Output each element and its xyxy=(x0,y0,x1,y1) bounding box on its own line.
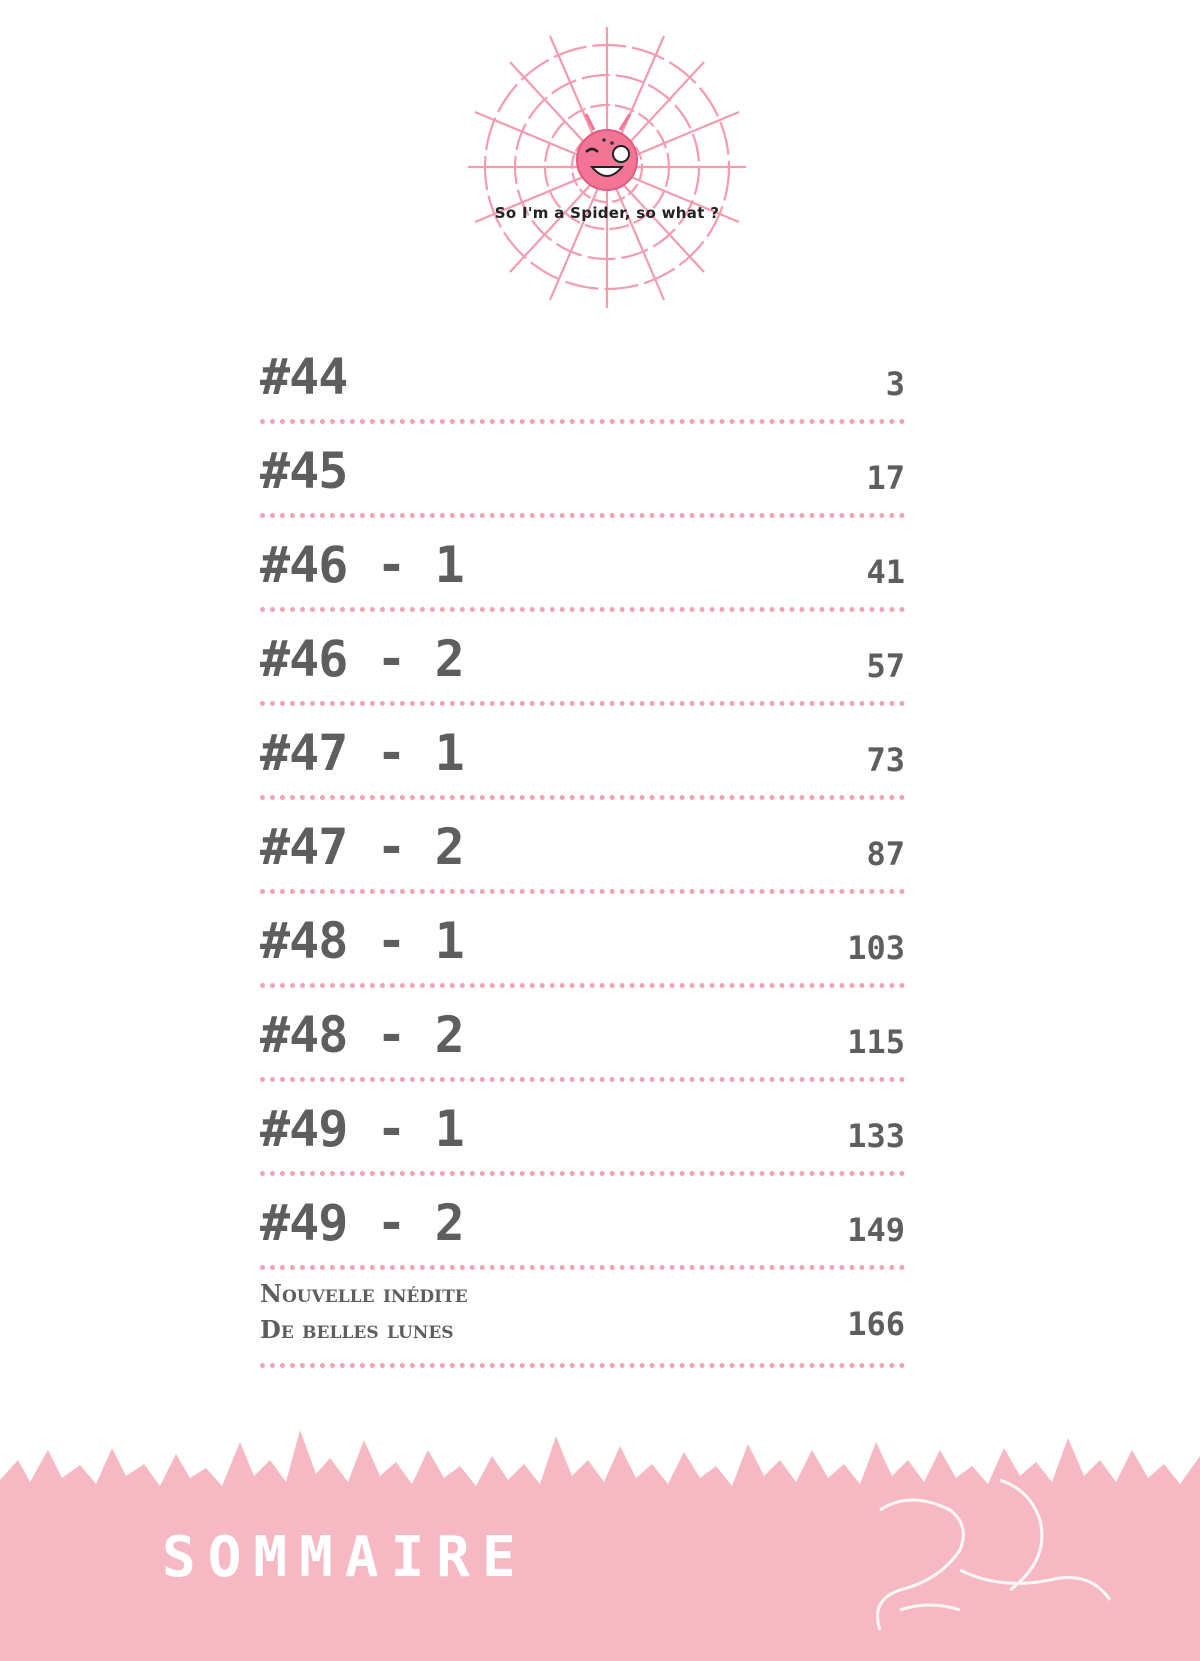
toc-page-number: 149 xyxy=(847,1211,905,1249)
logo xyxy=(464,22,750,312)
table-of-contents xyxy=(260,330,905,1368)
toc-page-number: 166 xyxy=(847,1305,905,1343)
toc-chapter-label: #49 - 1 xyxy=(260,1100,464,1158)
toc-entry[interactable] xyxy=(260,1176,905,1270)
toc-page-number: 103 xyxy=(847,929,905,967)
toc-chapter-label: #48 - 1 xyxy=(260,912,464,970)
toc-entry[interactable] xyxy=(260,706,905,800)
toc-chapter-label: #44 xyxy=(260,348,348,406)
banner-title: SOMMAIRE xyxy=(162,1525,528,1590)
toc-entry-bonus[interactable] xyxy=(260,1270,905,1368)
toc-page-number: 41 xyxy=(866,553,905,591)
toc-page-number: 87 xyxy=(866,835,905,873)
toc-page-number: 133 xyxy=(847,1117,905,1155)
sommaire-banner xyxy=(0,1420,1200,1661)
toc-entry[interactable] xyxy=(260,800,905,894)
toc-entry[interactable] xyxy=(260,894,905,988)
toc-chapter-label: #47 - 1 xyxy=(260,724,464,782)
toc-page-number: 115 xyxy=(847,1023,905,1061)
toc-entry[interactable] xyxy=(260,612,905,706)
toc-entry[interactable] xyxy=(260,518,905,612)
toc-chapter-label: #48 - 2 xyxy=(260,1006,464,1064)
toc-chapter-label: #49 - 2 xyxy=(260,1194,464,1252)
toc-page-number: 17 xyxy=(866,459,905,497)
toc-bonus-line2: De belles lunes xyxy=(260,1315,454,1344)
toc-page-number: 3 xyxy=(885,365,905,403)
toc-entry[interactable] xyxy=(260,424,905,518)
toc-entry[interactable] xyxy=(260,988,905,1082)
toc-page-number: 73 xyxy=(866,741,905,779)
toc-entry[interactable] xyxy=(260,1082,905,1176)
toc-chapter-label: #46 - 2 xyxy=(260,630,464,688)
logo-tagline: So I'm a Spider, so what ? xyxy=(494,204,720,222)
toc-chapter-label: #47 - 2 xyxy=(260,818,464,876)
toc-chapter-label: #45 xyxy=(260,442,348,500)
toc-entry[interactable] xyxy=(260,330,905,424)
spider-web-icon xyxy=(464,22,750,312)
toc-bonus-line1: Nouvelle inédite xyxy=(260,1279,468,1308)
toc-chapter-label: #46 - 1 xyxy=(260,536,464,594)
toc-page-number: 57 xyxy=(866,647,905,685)
